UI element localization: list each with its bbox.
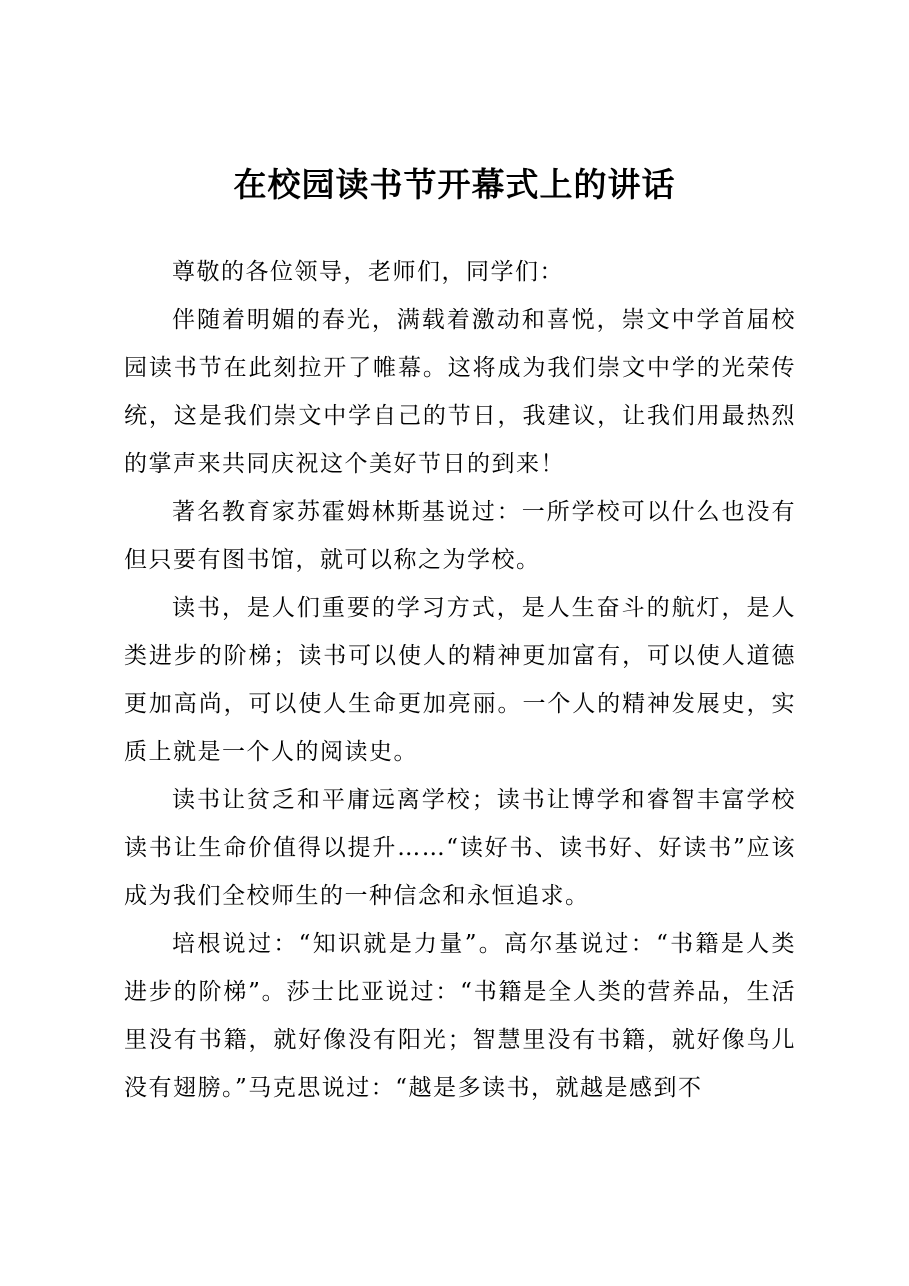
paragraph-opening: 伴随着明媚的春光，满载着激动和喜悦，崇文中学首届校园读书节在此刻拉开了帷幕。这将成为我们崇文中学的光荣传统，这是我们崇文中学自己的节日，我建议，让我们用最热烈的掌声来共同庆祝这个美好节日的到来！ [124, 307, 796, 477]
paragraph-salutation: 尊敬的各位领导，老师们，同学们： [172, 259, 564, 285]
document-body [124, 248, 796, 1112]
paragraph-famous-quotes: 培根说过：“知识就是力量”。高尔基说过：“书籍是人类进步的阶梯”。莎士比亚说过：“书籍是全人类的营养品，生活里没有书籍，就好像没有阳光；智慧里没有书籍，就好像鸟儿没有翅膀。”马克思说过：“越是多读书，就越是感到不 [124, 931, 796, 1101]
paragraph-reading-value: 读书，是人们重要的学习方式，是人生奋斗的航灯，是人类进步的阶梯；读书可以使人的精神更加富有，可以使人道德更加高尚，可以使人生命更加亮丽。一个人的精神发展史，实质上就是一个人的阅读史。 [124, 595, 796, 765]
paragraph-quote-sukhomlinsky: 著名教育家苏霍姆林斯基说过：一所学校可以什么也没有但只要有图书馆，就可以称之为学校。 [124, 499, 796, 573]
document-title: 在校园读书节开幕式上的讲话 [233, 165, 676, 204]
paragraph-reading-school: 读书让贫乏和平庸远离学校；读书让博学和睿智丰富学校读书让生命价值得以提升……“读好书、读书好、好读书”应该成为我们全校师生的一种信念和永恒追求。 [124, 787, 796, 909]
